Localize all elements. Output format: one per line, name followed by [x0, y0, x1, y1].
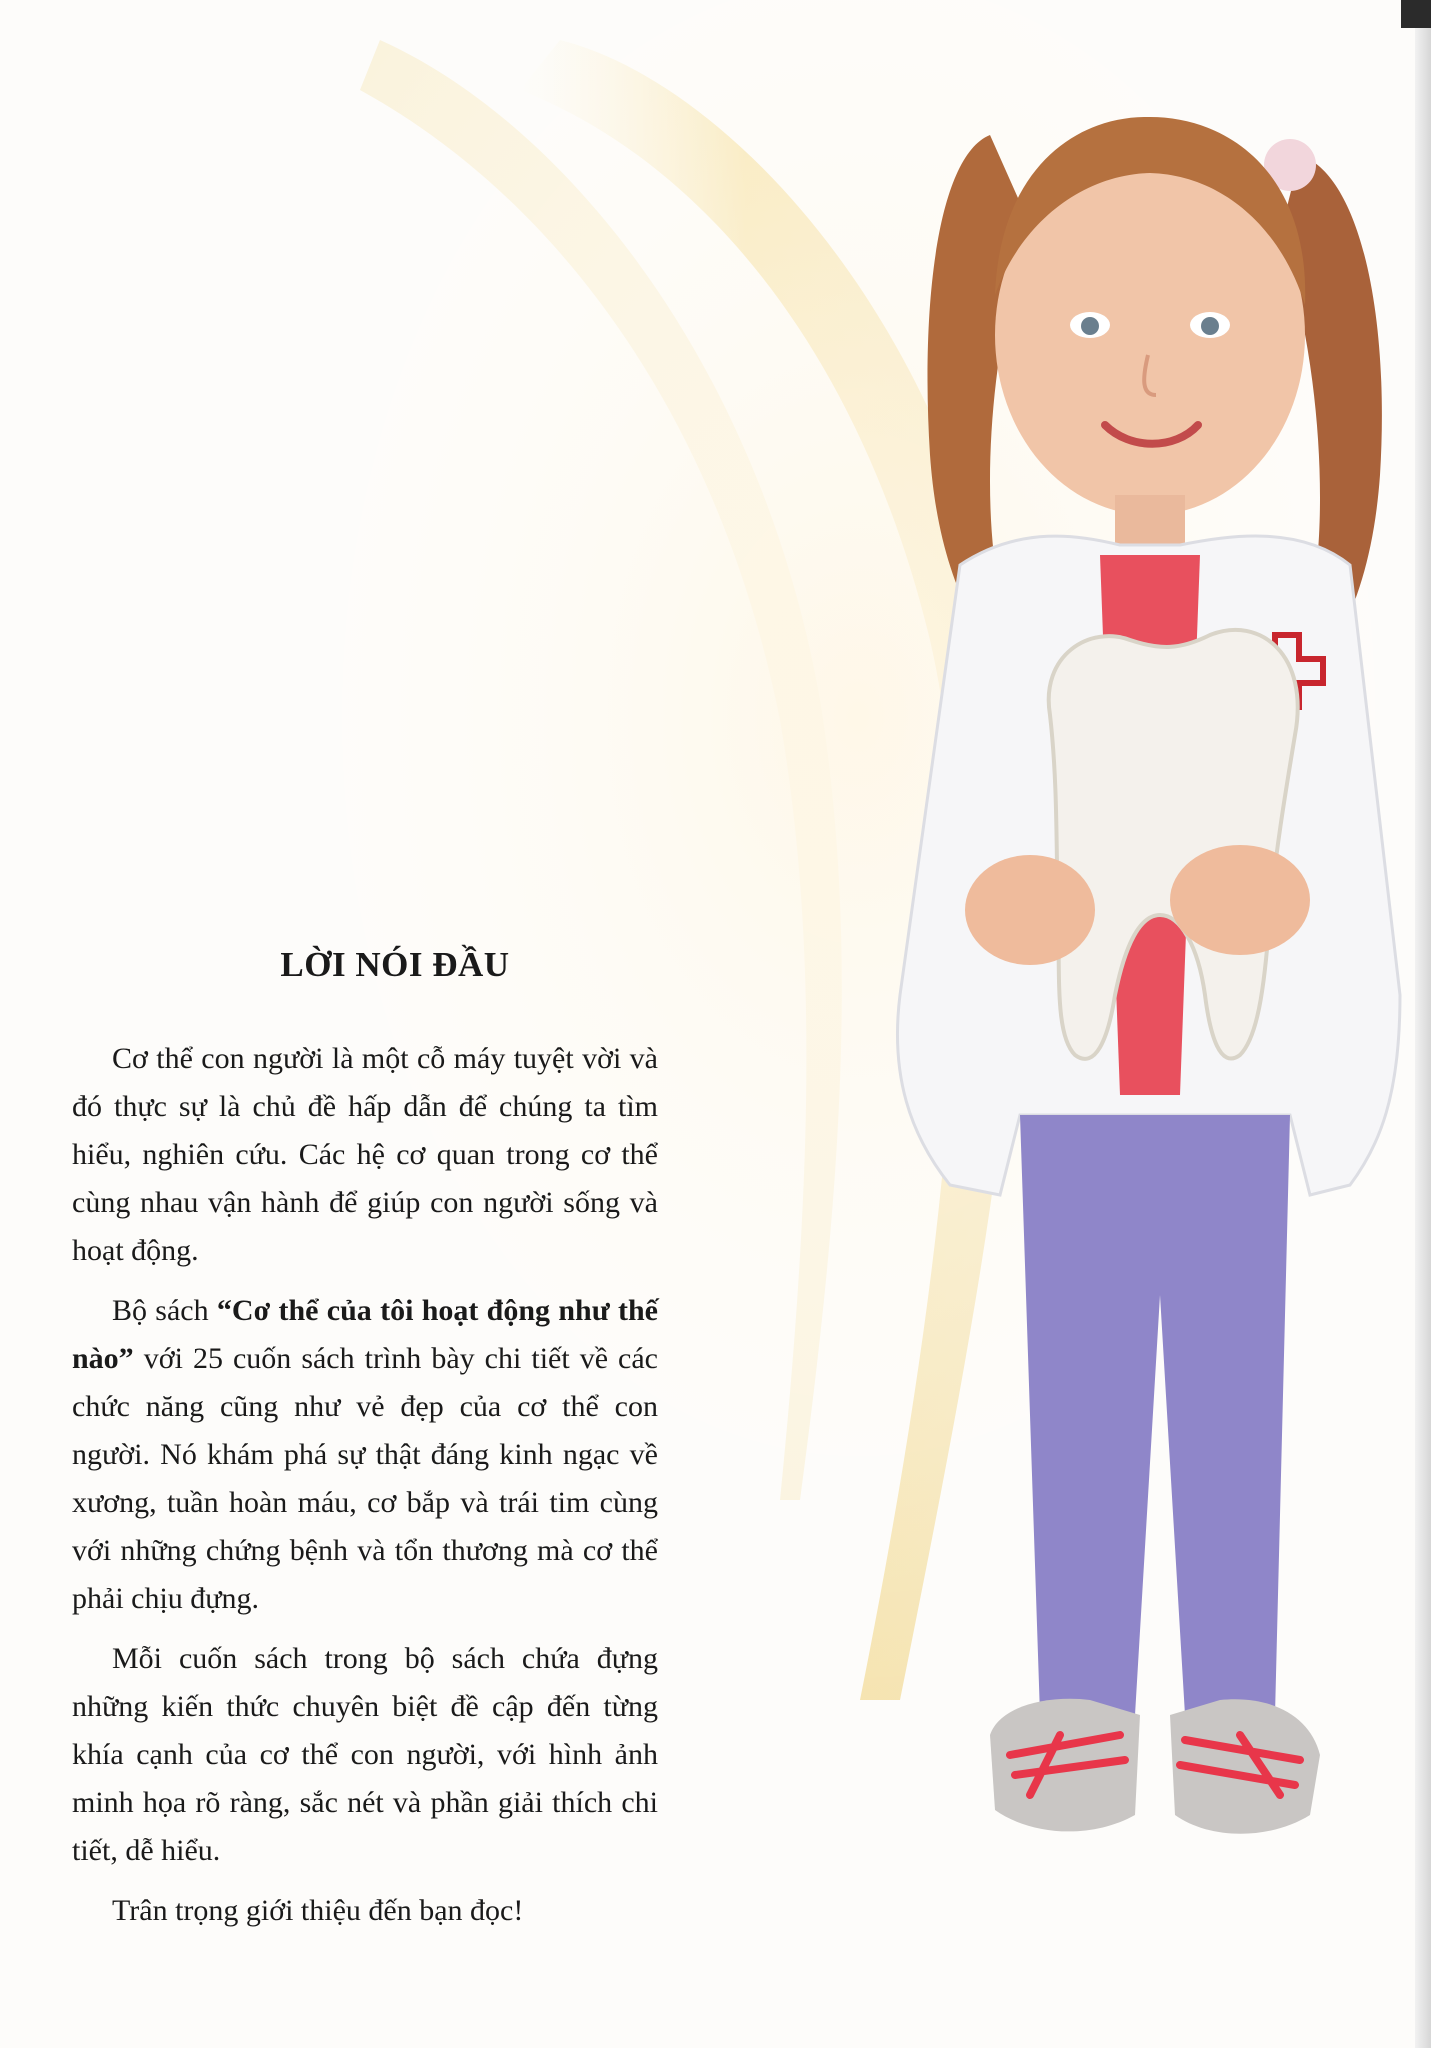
paragraph-1: Cơ thể con người là một cỗ máy tuyệt vời và đó thực sự là chủ đề hấp dẫn để chúng ta tìm hiểu, nghiên cứu. Các hệ cơ quan trong cơ thể cùng nhau vận hành để giúp con người sống và hoạt động.	[72, 1042, 658, 1267]
paragraph-2-lead: Bộ sách	[112, 1294, 217, 1327]
pants	[1020, 1115, 1290, 1715]
right-hand	[1170, 845, 1310, 955]
closing-line: Trân trọng giới thiệu đến bạn đọc!	[112, 1894, 524, 1927]
page-edge	[1415, 0, 1431, 2048]
preface-text	[72, 945, 658, 1935]
paragraph-2	[72, 1287, 658, 1623]
girl-doctor-illustration	[880, 95, 1420, 1955]
book-series-title: “Cơ thể của tôi hoạt động như thế nào”	[72, 1294, 658, 1375]
paragraph-3: Mỗi cuốn sách trong bộ sách chứa đựng những kiến thức chuyên biệt đề cập đến từng khía cạnh của cơ thể con người, với hình ảnh minh họa rõ ràng, sắc nét và phần giải thích chi tiết, dễ hiểu.	[72, 1642, 658, 1867]
left-hand	[965, 855, 1095, 965]
page-corner-shadow	[1401, 0, 1431, 28]
paragraph-2-rest: với 25 cuốn sách trình bày chi tiết về các chức năng cũng như vẻ đẹp của cơ thể con người. Nó khám phá sự thật đáng kinh ngạc về xương, tuần hoàn máu, cơ bắp và trái tim cùng với những chứng bệnh và tổn thương mà cơ thể phải chịu đựng.	[72, 1342, 658, 1615]
page-title: LỜI NÓI ĐẦU	[280, 945, 510, 984]
